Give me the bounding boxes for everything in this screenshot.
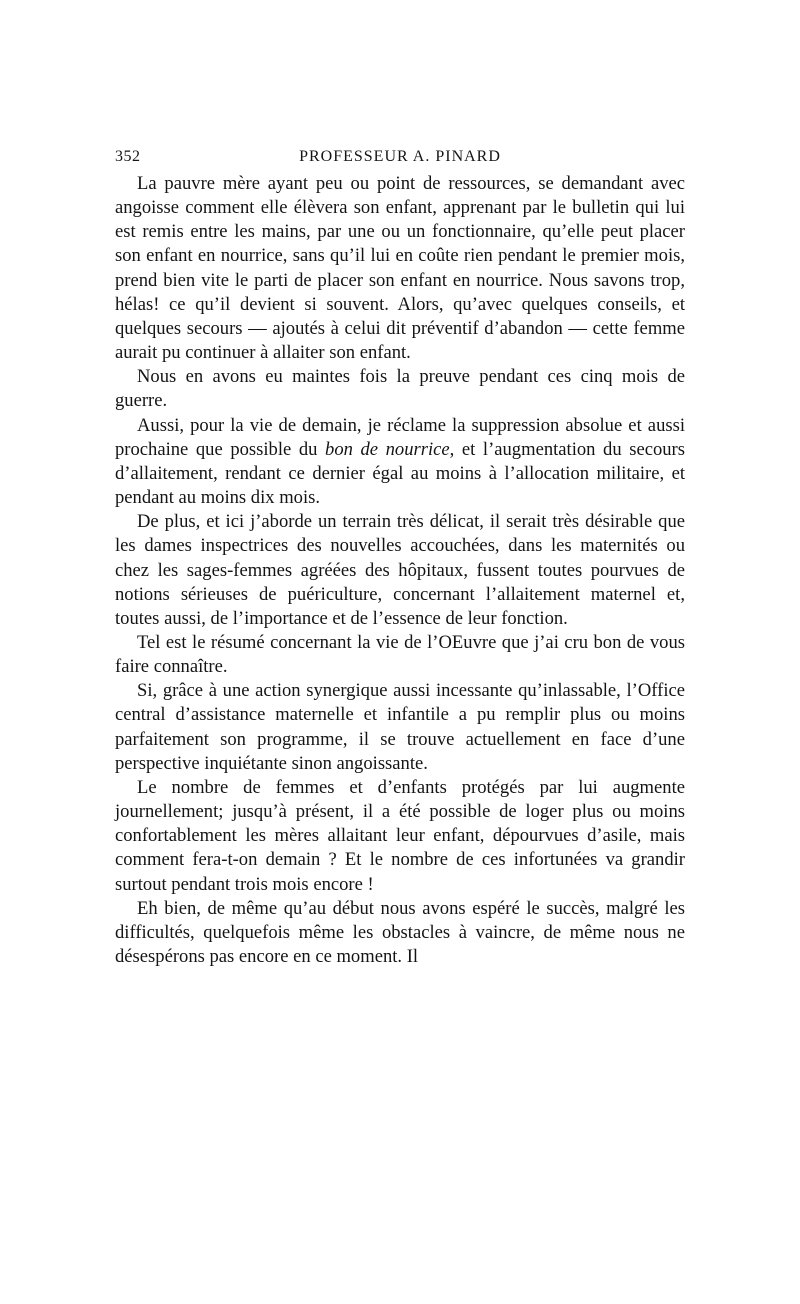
paragraph-5: Tel est le résumé concernant la vie de l’OEuvre que j’ai cru bon de vous faire connaître.: [115, 631, 685, 678]
paragraph-8: Eh bien, de même qu’au début nous avons espéré le succès, malgré les difficultés, quelquefois même les obstacles à vaincre, de même nous ne désespérons pas encore en ce moment. Il: [115, 897, 685, 967]
body-text: [115, 172, 685, 969]
paragraph-4: De plus, et ici j’aborde un terrain très délicat, il serait très désirable que les dames inspectrices des nouvelles accouchées, dans les maternités ou chez les sages-femmes agréées des hôpitaux, fussent toutes pourvues de notions sérieuses de puériculture, concernant l’allaitement maternel et, toutes aussi, de l’importance et de l’essence de leur fonction.: [115, 511, 685, 629]
page-number: 352: [115, 148, 141, 165]
paragraph-1: La pauvre mère ayant peu ou point de ressources, se demandant avec angoisse comment elle élèvera son enfant, apprenant par le bulletin qui lui est remis entre les mains, par une ou un fonctionnaire, qu’elle peut placer son enfant en nourrice, sans qu’il lui en coûte rien pendant le premier mois, prend bien vite le parti de placer son enfant en nourrice. Nous savons trop, hélas! ce qu’il devient si souvent. Alors, qu’avec quelques conseils, et quelques secours — ajoutés à celui dit préventif d’abandon — cette femme aurait pu continuer à allaiter son enfant.: [115, 173, 685, 364]
italic-term: bon de nourrice: [325, 438, 450, 460]
paragraph-2: Nous en avons eu maintes fois la preuve pendant ces cinq mois de guerre.: [115, 366, 685, 412]
paragraph-6: Si, grâce à une action synergique aussi incessante qu’inlassable, l’Office central d’assistance maternelle et infantile a pu remplir plus ou moins parfaitement son programme, il se trouve actuellement en face d’une perspective inquiétante sinon angoissante.: [115, 680, 685, 774]
paragraph-3: Aussi, pour la vie de demain, je réclame la suppression absolue et aussi prochaine que possible du bon de nourrice, et l’augmentation du secours d’allaitement, rendant ce dernier égal au moins à l’allocation militaire, et pendant au moins dix mois.: [115, 414, 685, 509]
running-title: PROFESSEUR A. PINARD: [299, 148, 501, 165]
paragraph-7: Le nombre de femmes et d’enfants protégés par lui augmente journellement; jusqu’à présent, il a été possible de loger plus ou moins confortablement les mères allaitant leur enfant, dépourvues d’asile, mais comment fera-t-on demain ? Et le nombre de ces infortunées va grandir surtout pendant trois mois encore !: [115, 776, 685, 895]
page-header: [115, 148, 685, 172]
